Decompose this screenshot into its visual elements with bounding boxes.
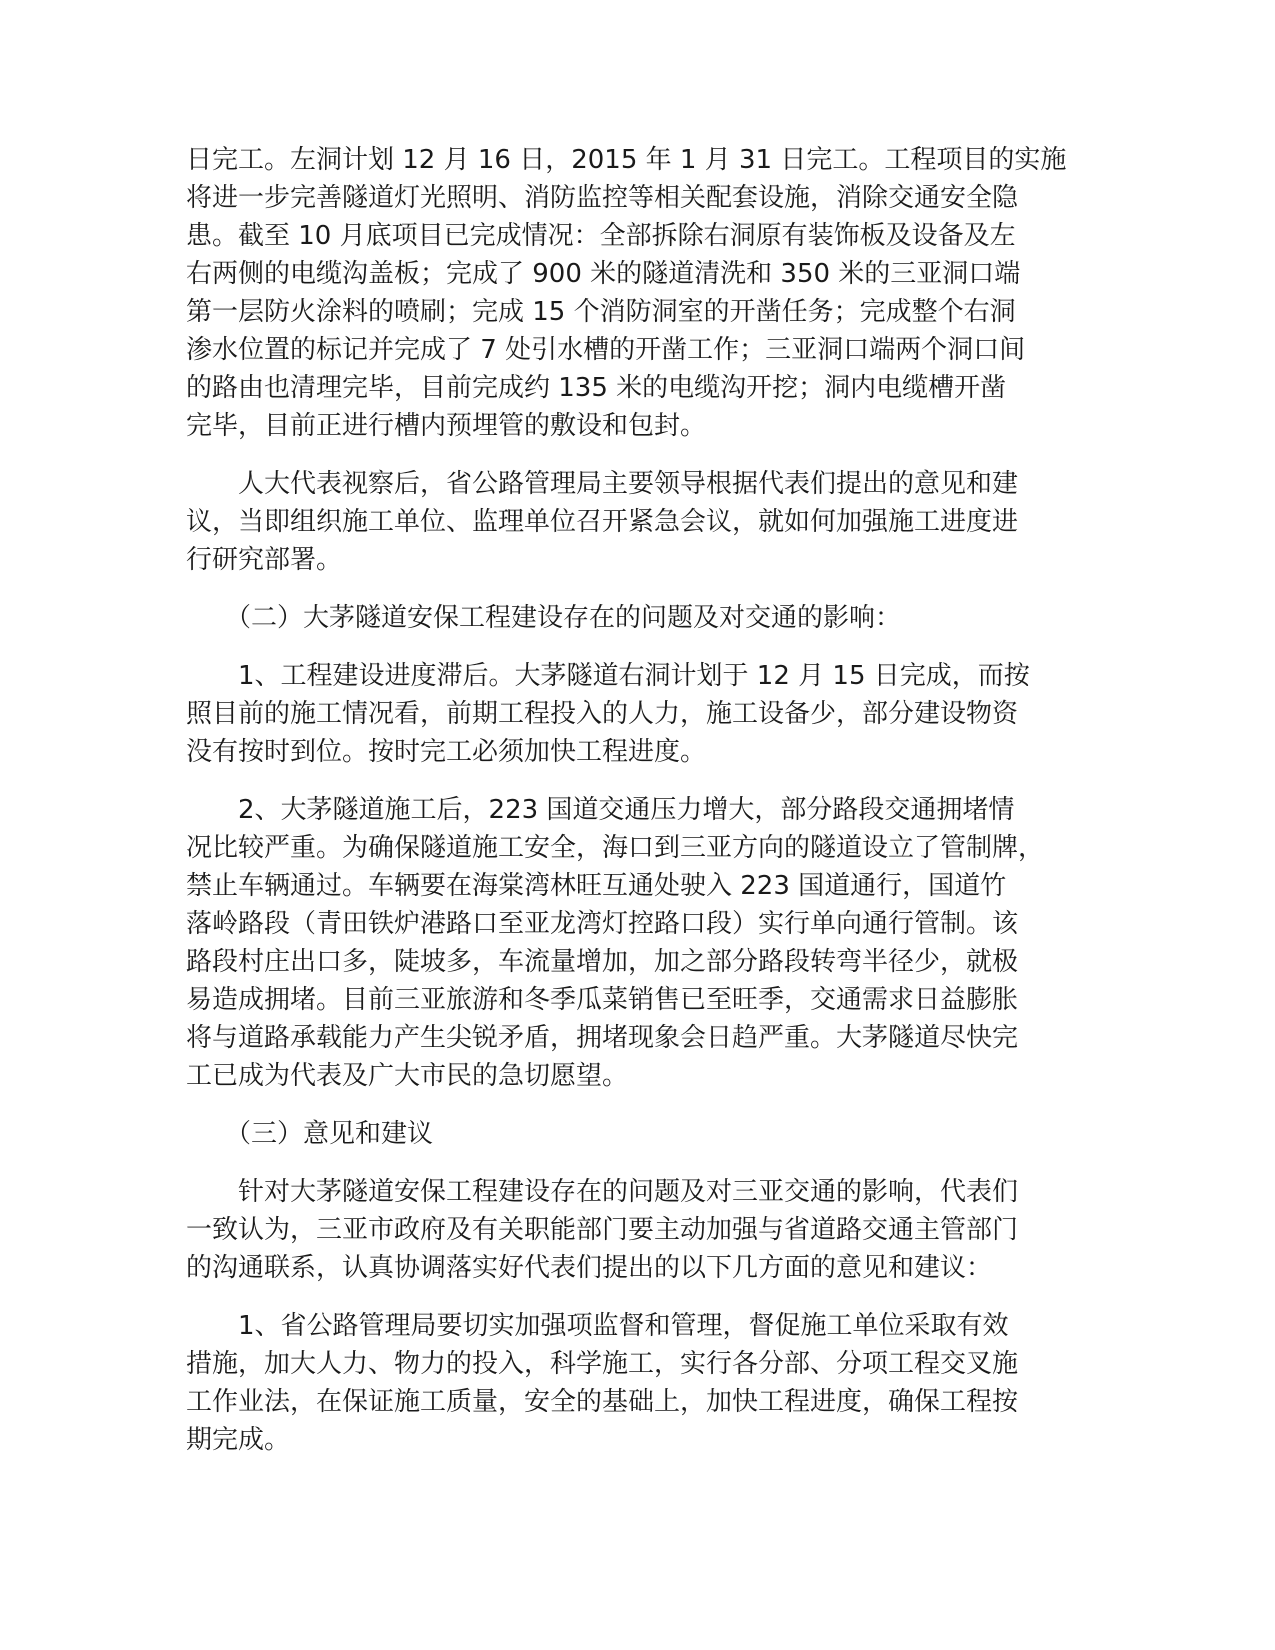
text-line: 行研究部署。 xyxy=(186,545,343,575)
text-line: 1、省公路管理局要切实加强项监督和管理，督促施工单位采取有效 xyxy=(186,1311,1009,1341)
text-line: （二）大茅隧道安保工程建设存在的问题及对交通的影响： xyxy=(186,603,902,633)
section-heading-problems xyxy=(186,599,1086,637)
text-line: 人大代表视察后，省公路管理局主要领导根据代表们提出的意见和建 xyxy=(186,469,1019,499)
paragraph-inspection xyxy=(186,465,1086,579)
text-line: 没有按时到位。按时完工必须加快工程进度。 xyxy=(186,737,707,767)
paragraph-problem-2 xyxy=(186,791,1086,1095)
text-line: 右两侧的电缆沟盖板；完成了 900 米的隧道清洗和 350 米的三亚洞口端 xyxy=(186,259,1021,289)
text-line: （三）意见和建议 xyxy=(186,1119,434,1149)
text-line: 议，当即组织施工单位、监理单位召开紧急会议，就如何加强施工进度进 xyxy=(186,507,1019,537)
text-line: 针对大茅隧道安保工程建设存在的问题及对三亚交通的影响，代表们 xyxy=(186,1177,1019,1207)
text-line: 禁止车辆通过。车辆要在海棠湾林旺互通处驶入 223 国道通行，国道竹 xyxy=(186,871,1007,901)
text-line: 措施，加大人力、物力的投入，科学施工，实行各分部、分项工程交叉施 xyxy=(186,1349,1019,1379)
text-line: 照目前的施工情况看，前期工程投入的人力，施工设备少，部分建设物资 xyxy=(186,699,1019,729)
text-line: 的沟通联系，认真协调落实好代表们提出的以下几方面的意见和建议： xyxy=(186,1253,993,1283)
text-line: 工已成为代表及广大市民的急切愿望。 xyxy=(186,1061,629,1091)
text-line: 将与道路承载能力产生尖锐矛盾，拥堵现象会日趋严重。大茅隧道尽快完 xyxy=(186,1023,1019,1053)
text-line: 期完成。 xyxy=(186,1425,291,1455)
section-heading-suggestions xyxy=(186,1115,1086,1153)
text-line: 的路由也清理完毕，目前完成约 135 米的电缆沟开挖；洞内电缆槽开凿 xyxy=(186,373,1007,403)
text-line: 路段村庄出口多，陡坡多，车流量增加，加之部分路段转弯半径少，就极 xyxy=(186,947,1019,977)
paragraph-progress xyxy=(186,141,1086,445)
text-line: 将进一步完善隧道灯光照明、消防监控等相关配套设施，消除交通安全隐 xyxy=(186,183,1019,213)
text-line: 工作业法，在保证施工质量，安全的基础上，加快工程进度，确保工程按 xyxy=(186,1387,1019,1417)
text-line: 完毕，目前正进行槽内预埋管的敷设和包封。 xyxy=(186,411,707,441)
text-line: 况比较严重。为确保隧道施工安全，海口到三亚方向的隧道设立了管制牌， xyxy=(186,833,1045,863)
paragraph-suggestions-intro xyxy=(186,1173,1086,1287)
text-line: 日完工。左洞计划 12 月 16 日，2015 年 1 月 31 日完工。工程项目的实施 xyxy=(186,145,1067,175)
text-line: 第一层防火涂料的喷刷；完成 15 个消防洞室的开凿任务；完成整个右洞 xyxy=(186,297,1016,327)
text-line: 落岭路段（青田铁炉港路口至亚龙湾灯控路口段）实行单向通行管制。该 xyxy=(186,909,1019,939)
text-line: 渗水位置的标记并完成了 7 处引水槽的开凿工作；三亚洞口端两个洞口间 xyxy=(186,335,1026,365)
text-line: 1、工程建设进度滞后。大茅隧道右洞计划于 12 月 15 日完成，而按 xyxy=(186,661,1030,691)
text-line: 患。截至 10 月底项目已完成情况：全部拆除右洞原有装饰板及设备及左 xyxy=(186,221,1016,251)
document-body xyxy=(186,141,1086,1459)
paragraph-suggestion-1 xyxy=(186,1307,1086,1459)
text-line: 易造成拥堵。目前三亚旅游和冬季瓜菜销售已至旺季，交通需求日益膨胀 xyxy=(186,985,1019,1015)
paragraph-problem-1 xyxy=(186,657,1086,771)
text-line: 一致认为，三亚市政府及有关职能部门要主动加强与省道路交通主管部门 xyxy=(186,1215,1019,1245)
text-line: 2、大茅隧道施工后，223 国道交通压力增大，部分路段交通拥堵情 xyxy=(186,795,1015,825)
